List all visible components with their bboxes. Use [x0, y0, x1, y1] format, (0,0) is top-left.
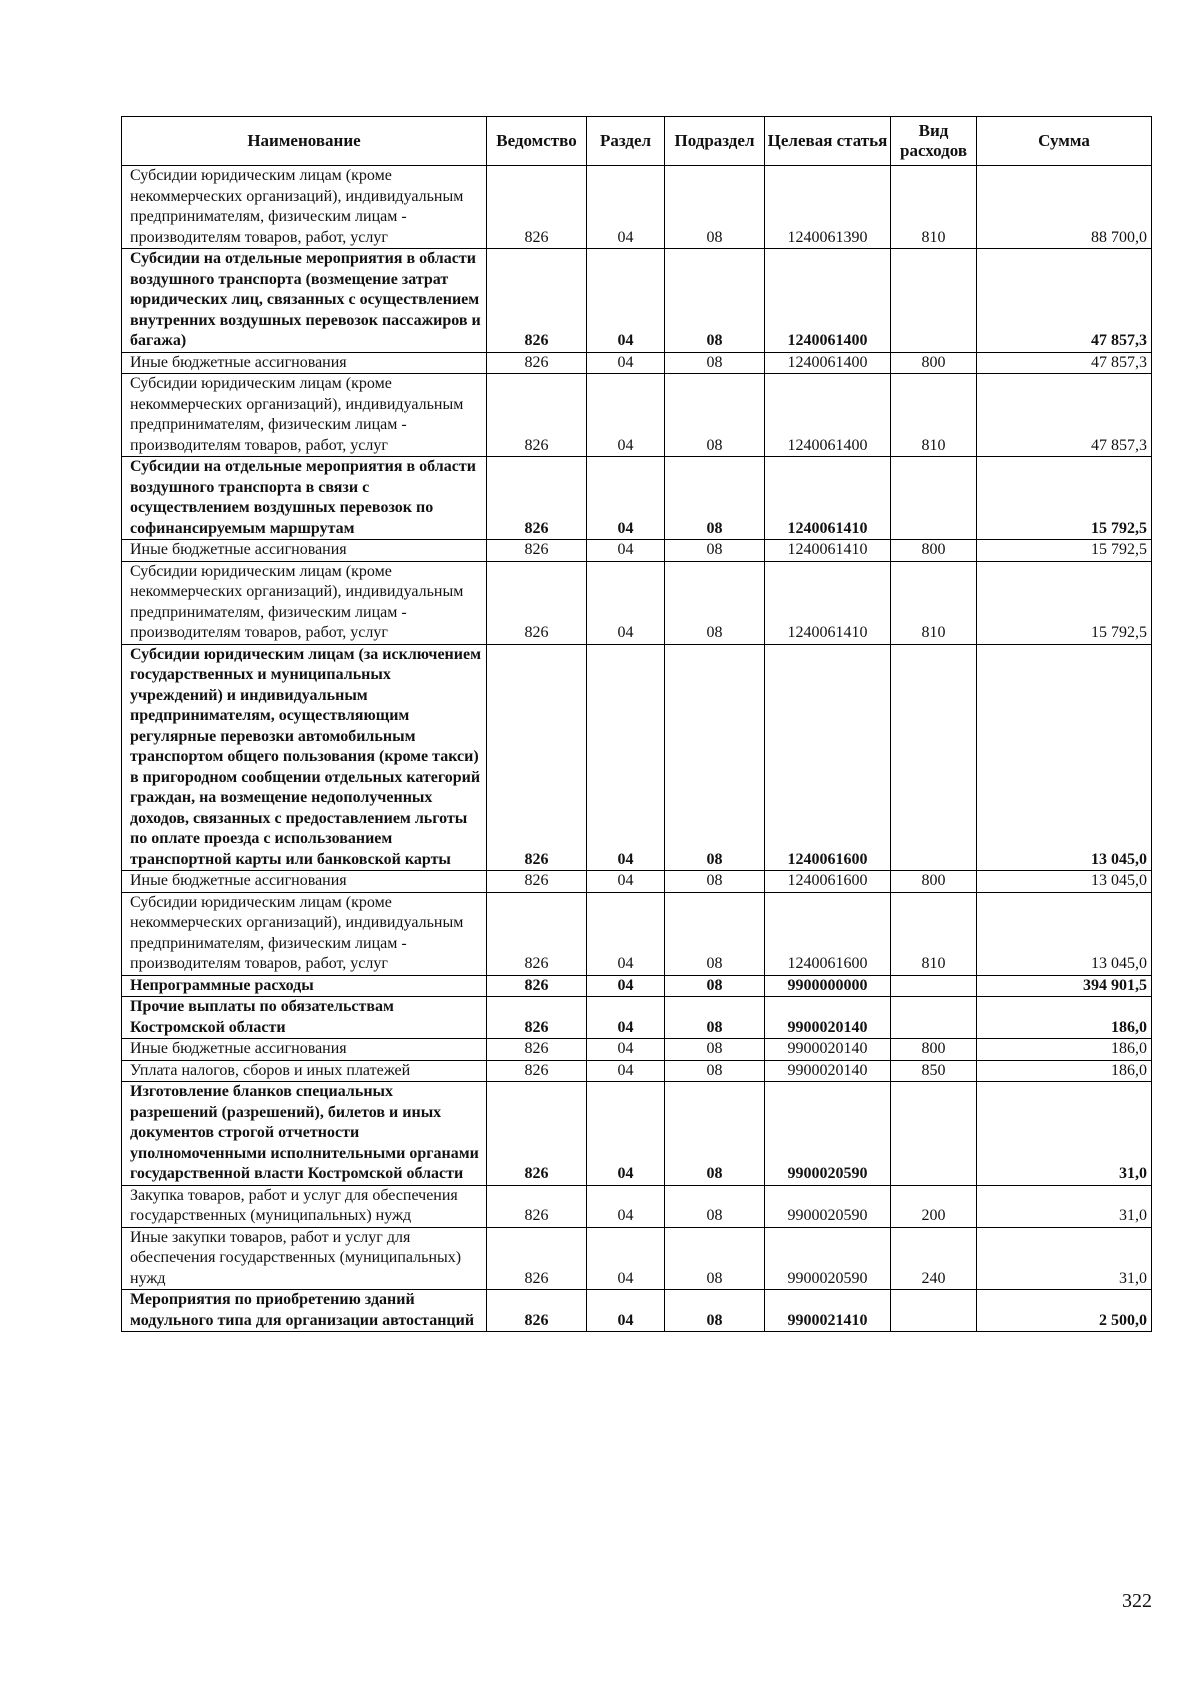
cell-amount: 13 045,0 — [977, 644, 1152, 871]
page-number: 322 — [1122, 1590, 1152, 1612]
cell-type: 810 — [891, 561, 977, 644]
cell-subsection: 08 — [665, 1060, 765, 1082]
cell-name: Мероприятия по приобретению зданий модульного типа для организации автостанций — [122, 1290, 487, 1332]
cell-amount: 186,0 — [977, 997, 1152, 1039]
cell-section: 04 — [587, 997, 665, 1039]
cell-dept: 826 — [487, 975, 587, 997]
cell-target: 1240061400 — [765, 249, 891, 353]
table-row — [122, 249, 1152, 353]
cell-section: 04 — [587, 892, 665, 975]
cell-target: 9900020140 — [765, 1060, 891, 1082]
cell-amount: 47 857,3 — [977, 374, 1152, 457]
cell-type — [891, 1290, 977, 1332]
cell-section: 04 — [587, 1227, 665, 1290]
cell-type — [891, 1082, 977, 1186]
cell-type: 810 — [891, 374, 977, 457]
cell-type — [891, 975, 977, 997]
budget-table — [121, 116, 1152, 1332]
cell-dept: 826 — [487, 871, 587, 893]
cell-amount: 186,0 — [977, 1060, 1152, 1082]
cell-name: Закупка товаров, работ и услуг для обеспечения государственных (муниципальных) нужд — [122, 1185, 487, 1227]
cell-type — [891, 644, 977, 871]
cell-section: 04 — [587, 1290, 665, 1332]
cell-dept: 826 — [487, 249, 587, 353]
cell-section: 04 — [587, 457, 665, 540]
cell-type — [891, 249, 977, 353]
cell-section: 04 — [587, 540, 665, 562]
table-row — [122, 374, 1152, 457]
cell-type: 810 — [891, 166, 977, 249]
cell-name: Субсидии юридическим лицам (кроме некоммерческих организаций), индивидуальным предпринимателям, физическим лицам - производителям товаров, работ, услуг — [122, 166, 487, 249]
cell-subsection: 08 — [665, 1185, 765, 1227]
cell-target: 1240061400 — [765, 352, 891, 374]
cell-name: Непрограммные расходы — [122, 975, 487, 997]
table-row — [122, 975, 1152, 997]
cell-dept: 826 — [487, 352, 587, 374]
cell-amount: 2 500,0 — [977, 1290, 1152, 1332]
cell-section: 04 — [587, 374, 665, 457]
table-row — [122, 540, 1152, 562]
table-row — [122, 1227, 1152, 1290]
cell-amount: 13 045,0 — [977, 892, 1152, 975]
cell-target: 9900021410 — [765, 1290, 891, 1332]
cell-dept: 826 — [487, 1082, 587, 1186]
cell-dept: 826 — [487, 457, 587, 540]
cell-amount: 186,0 — [977, 1039, 1152, 1061]
cell-subsection: 08 — [665, 1290, 765, 1332]
cell-name: Прочие выплаты по обязательствам Костромской области — [122, 997, 487, 1039]
cell-amount: 47 857,3 — [977, 249, 1152, 353]
table-row — [122, 1082, 1152, 1186]
cell-dept: 826 — [487, 1185, 587, 1227]
cell-subsection: 08 — [665, 166, 765, 249]
cell-dept: 826 — [487, 892, 587, 975]
cell-target: 1240061390 — [765, 166, 891, 249]
cell-subsection: 08 — [665, 997, 765, 1039]
table-row — [122, 1039, 1152, 1061]
cell-subsection: 08 — [665, 1082, 765, 1186]
cell-amount: 31,0 — [977, 1082, 1152, 1186]
header-name: Наименование — [122, 117, 487, 166]
table-row — [122, 1060, 1152, 1082]
table-row — [122, 997, 1152, 1039]
header-subsection: Подраздел — [665, 117, 765, 166]
cell-target: 9900020590 — [765, 1227, 891, 1290]
cell-target: 9900020590 — [765, 1185, 891, 1227]
cell-subsection: 08 — [665, 892, 765, 975]
cell-subsection: 08 — [665, 374, 765, 457]
cell-name: Иные бюджетные ассигнования — [122, 871, 487, 893]
cell-target: 1240061600 — [765, 892, 891, 975]
cell-subsection: 08 — [665, 871, 765, 893]
cell-name: Изготовление бланков специальных разрешений (разрешений), билетов и иных документов строгой отчетности уполномоченными исполнительными органами государственной власти Костромской области — [122, 1082, 487, 1186]
cell-name: Иные закупки товаров, работ и услуг для обеспечения государственных (муниципальных) нужд — [122, 1227, 487, 1290]
cell-dept: 826 — [487, 1227, 587, 1290]
cell-type: 240 — [891, 1227, 977, 1290]
cell-dept: 826 — [487, 1039, 587, 1061]
cell-target: 1240061410 — [765, 540, 891, 562]
cell-target: 1240061600 — [765, 871, 891, 893]
cell-target: 1240061400 — [765, 374, 891, 457]
cell-dept: 826 — [487, 166, 587, 249]
table-row — [122, 1185, 1152, 1227]
cell-dept: 826 — [487, 1290, 587, 1332]
header-dept: Ведомство — [487, 117, 587, 166]
cell-amount: 15 792,5 — [977, 540, 1152, 562]
cell-section: 04 — [587, 249, 665, 353]
header-section: Раздел — [587, 117, 665, 166]
cell-target: 9900020140 — [765, 1039, 891, 1061]
cell-amount: 47 857,3 — [977, 352, 1152, 374]
cell-type: 800 — [891, 871, 977, 893]
cell-subsection: 08 — [665, 249, 765, 353]
cell-name: Субсидии юридическим лицам (за исключением государственных и муниципальных учреждений) и индивидуальным предпринимателям, осуществляющим регулярные перевозки автомобильным транспортом общего пользования (кроме такси) в пригородном сообщении отдельных категорий граждан, на возмещение недополученных доходов, связанных с предоставлением льготы по оплате проезда с использованием транспортной карты или банковской карты — [122, 644, 487, 871]
cell-type: 810 — [891, 892, 977, 975]
table-row — [122, 457, 1152, 540]
cell-section: 04 — [587, 1039, 665, 1061]
cell-type: 200 — [891, 1185, 977, 1227]
table-row — [122, 561, 1152, 644]
cell-amount: 394 901,5 — [977, 975, 1152, 997]
cell-name: Иные бюджетные ассигнования — [122, 352, 487, 374]
cell-subsection: 08 — [665, 352, 765, 374]
cell-name: Субсидии юридическим лицам (кроме некоммерческих организаций), индивидуальным предпринимателям, физическим лицам - производителям товаров, работ, услуг — [122, 374, 487, 457]
header-target: Целевая статья — [765, 117, 891, 166]
table-row — [122, 892, 1152, 975]
cell-type: 850 — [891, 1060, 977, 1082]
cell-amount: 88 700,0 — [977, 166, 1152, 249]
cell-name: Иные бюджетные ассигнования — [122, 540, 487, 562]
cell-subsection: 08 — [665, 540, 765, 562]
table-row — [122, 871, 1152, 893]
cell-section: 04 — [587, 1082, 665, 1186]
cell-subsection: 08 — [665, 1039, 765, 1061]
cell-target: 1240061410 — [765, 561, 891, 644]
cell-subsection: 08 — [665, 975, 765, 997]
cell-dept: 826 — [487, 644, 587, 871]
cell-target: 9900020140 — [765, 997, 891, 1039]
cell-name: Субсидии юридическим лицам (кроме некоммерческих организаций), индивидуальным предпринимателям, физическим лицам - производителям товаров, работ, услуг — [122, 892, 487, 975]
cell-type — [891, 997, 977, 1039]
table-row — [122, 644, 1152, 871]
cell-section: 04 — [587, 352, 665, 374]
cell-dept: 826 — [487, 997, 587, 1039]
cell-type: 800 — [891, 1039, 977, 1061]
cell-dept: 826 — [487, 1060, 587, 1082]
cell-amount: 15 792,5 — [977, 561, 1152, 644]
cell-name: Субсидии юридическим лицам (кроме некоммерческих организаций), индивидуальным предпринимателям, физическим лицам - производителям товаров, работ, услуг — [122, 561, 487, 644]
table-body — [122, 166, 1152, 1332]
cell-type: 800 — [891, 540, 977, 562]
cell-name: Субсидии на отдельные мероприятия в области воздушного транспорта в связи с осуществлением воздушных перевозок по софинансируемым маршрутам — [122, 457, 487, 540]
cell-subsection: 08 — [665, 1227, 765, 1290]
cell-section: 04 — [587, 1185, 665, 1227]
cell-dept: 826 — [487, 540, 587, 562]
cell-section: 04 — [587, 975, 665, 997]
cell-amount: 31,0 — [977, 1185, 1152, 1227]
cell-section: 04 — [587, 644, 665, 871]
cell-amount: 15 792,5 — [977, 457, 1152, 540]
cell-name: Уплата налогов, сборов и иных платежей — [122, 1060, 487, 1082]
table-header-row — [122, 117, 1152, 166]
cell-section: 04 — [587, 871, 665, 893]
cell-target: 1240061600 — [765, 644, 891, 871]
cell-target: 9900020590 — [765, 1082, 891, 1186]
cell-target: 9900000000 — [765, 975, 891, 997]
table-row — [122, 166, 1152, 249]
cell-subsection: 08 — [665, 644, 765, 871]
cell-name: Субсидии на отдельные мероприятия в области воздушного транспорта (возмещение затрат юридических лиц, связанных с осуществлением внутренних воздушных перевозок пассажиров и багажа) — [122, 249, 487, 353]
cell-type: 800 — [891, 352, 977, 374]
cell-target: 1240061410 — [765, 457, 891, 540]
header-type: Вид расходов — [891, 117, 977, 166]
cell-dept: 826 — [487, 374, 587, 457]
cell-section: 04 — [587, 1060, 665, 1082]
table-row — [122, 1290, 1152, 1332]
cell-name: Иные бюджетные ассигнования — [122, 1039, 487, 1061]
cell-subsection: 08 — [665, 561, 765, 644]
cell-subsection: 08 — [665, 457, 765, 540]
cell-section: 04 — [587, 166, 665, 249]
table-row — [122, 352, 1152, 374]
cell-dept: 826 — [487, 561, 587, 644]
header-amount: Сумма — [977, 117, 1152, 166]
cell-type — [891, 457, 977, 540]
cell-amount: 13 045,0 — [977, 871, 1152, 893]
cell-amount: 31,0 — [977, 1227, 1152, 1290]
cell-section: 04 — [587, 561, 665, 644]
